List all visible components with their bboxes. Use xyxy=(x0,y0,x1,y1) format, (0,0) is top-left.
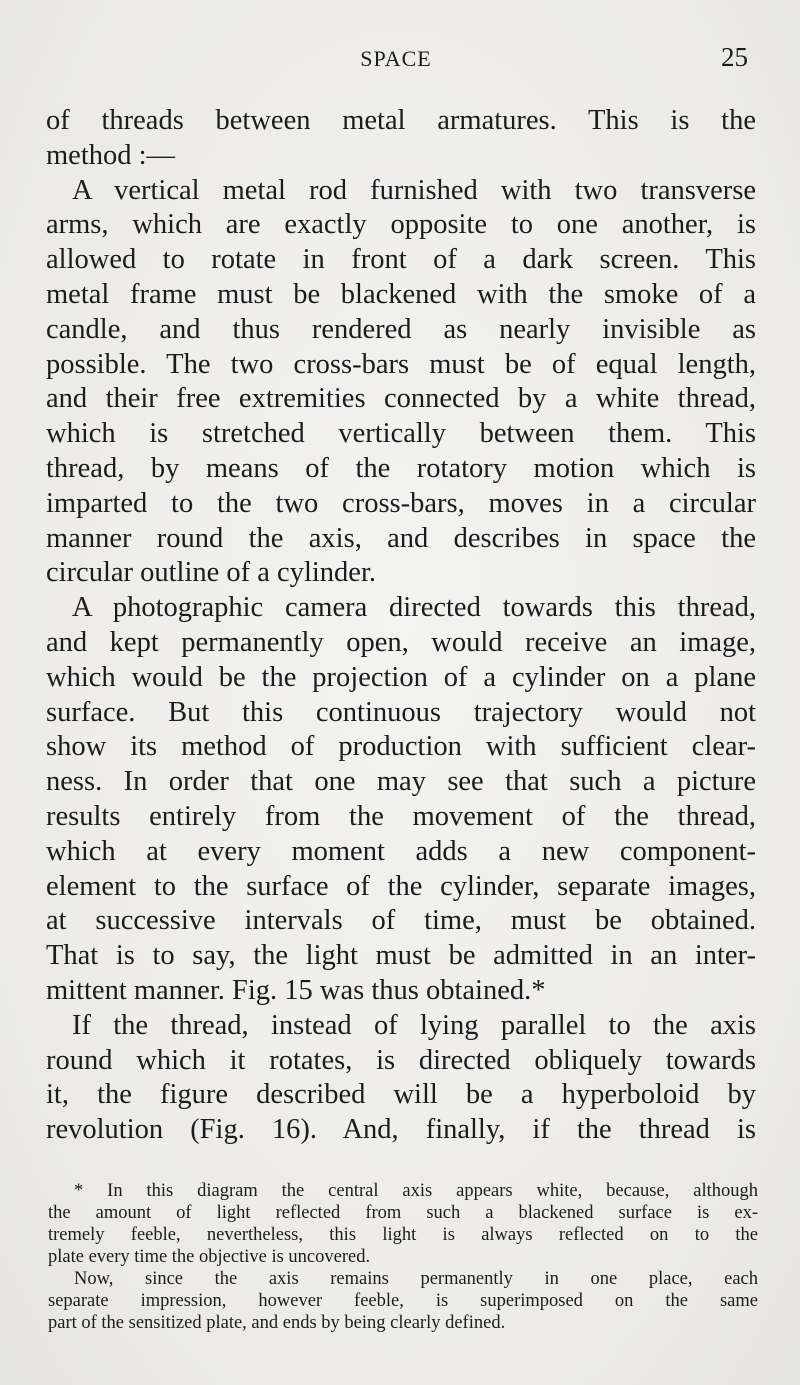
body-line: element to the surface of the cylinder, separate images, xyxy=(46,870,756,902)
body-line: it, the figure described will be a hyperboloid by xyxy=(46,1079,756,1111)
body-line: arms, which are exactly opposite to one another, is xyxy=(46,209,756,241)
body-line: mittent manner. Fig. 15 was thus obtained.* xyxy=(46,974,546,1006)
body-line: circular outline of a cylinder. xyxy=(46,557,376,589)
footnote-line: the amount of light reflected from such a blackened surface is ex- xyxy=(48,1203,758,1223)
page-number: 25 xyxy=(721,42,748,72)
running-title: SPACE xyxy=(360,46,432,71)
body-line: which is stretched vertically between them. This xyxy=(46,418,756,450)
body-line: and kept permanently open, would receive an image, xyxy=(46,626,756,658)
body-line: at successive intervals of time, must be obtained. xyxy=(46,905,756,937)
footnote-line: Now, since the axis remains permanently in one place, each xyxy=(74,1269,758,1289)
body-line: method :— xyxy=(46,139,176,171)
body-line: surface. But this continuous trajectory would not xyxy=(46,696,756,728)
body-line: A photographic camera directed towards this thread, xyxy=(72,592,756,624)
body-line: ness. In order that one may see that such a picture xyxy=(46,766,756,798)
body-line: round which it rotates, is directed obliquely towards xyxy=(46,1044,756,1076)
body-line: and their free extremities connected by a white thread, xyxy=(46,383,756,415)
body-line: A vertical metal rod furnished with two transverse xyxy=(72,174,756,206)
body-line: possible. The two cross-bars must be of equal length, xyxy=(46,348,756,380)
body-text xyxy=(46,104,756,1148)
body-line: If the thread, instead of lying parallel to the axis xyxy=(72,1009,756,1041)
footnote-line: plate every time the objective is uncovered. xyxy=(48,1247,371,1267)
body-line: of threads between metal armatures. This is the xyxy=(46,105,756,136)
body-line: which at every moment adds a new component- xyxy=(46,835,756,867)
body-line: revolution (Fig. 16). And, finally, if the thread is xyxy=(46,1114,756,1146)
footnote-line: * In this diagram the central axis appears white, because, although xyxy=(74,1181,758,1201)
body-line: imparted to the two cross-bars, moves in a circular xyxy=(46,487,756,519)
body-line: thread, by means of the rotatory motion which is xyxy=(46,452,756,484)
body-line: allowed to rotate in front of a dark screen. This xyxy=(46,244,756,276)
footnote-line: tremely feeble, nevertheless, this light is always reflected on to the xyxy=(48,1225,758,1245)
running-head xyxy=(40,42,752,78)
body-line: candle, and thus rendered as nearly invisible as xyxy=(46,313,756,345)
footnotes xyxy=(48,1180,758,1334)
body-line: show its method of production with sufficient clear- xyxy=(46,731,756,763)
body-line: That is to say, the light must be admitted in an inter- xyxy=(46,940,756,972)
body-line: which would be the projection of a cylinder on a plane xyxy=(46,661,756,693)
body-line: metal frame must be blackened with the smoke of a xyxy=(46,278,756,310)
body-line: manner round the axis, and describes in space the xyxy=(46,522,756,554)
footnote-line: part of the sensitized plate, and ends by being clearly defined. xyxy=(48,1313,506,1333)
footnote-line: separate impression, however feeble, is superimposed on the same xyxy=(48,1291,758,1311)
body-line: results entirely from the movement of the thread, xyxy=(46,800,756,832)
